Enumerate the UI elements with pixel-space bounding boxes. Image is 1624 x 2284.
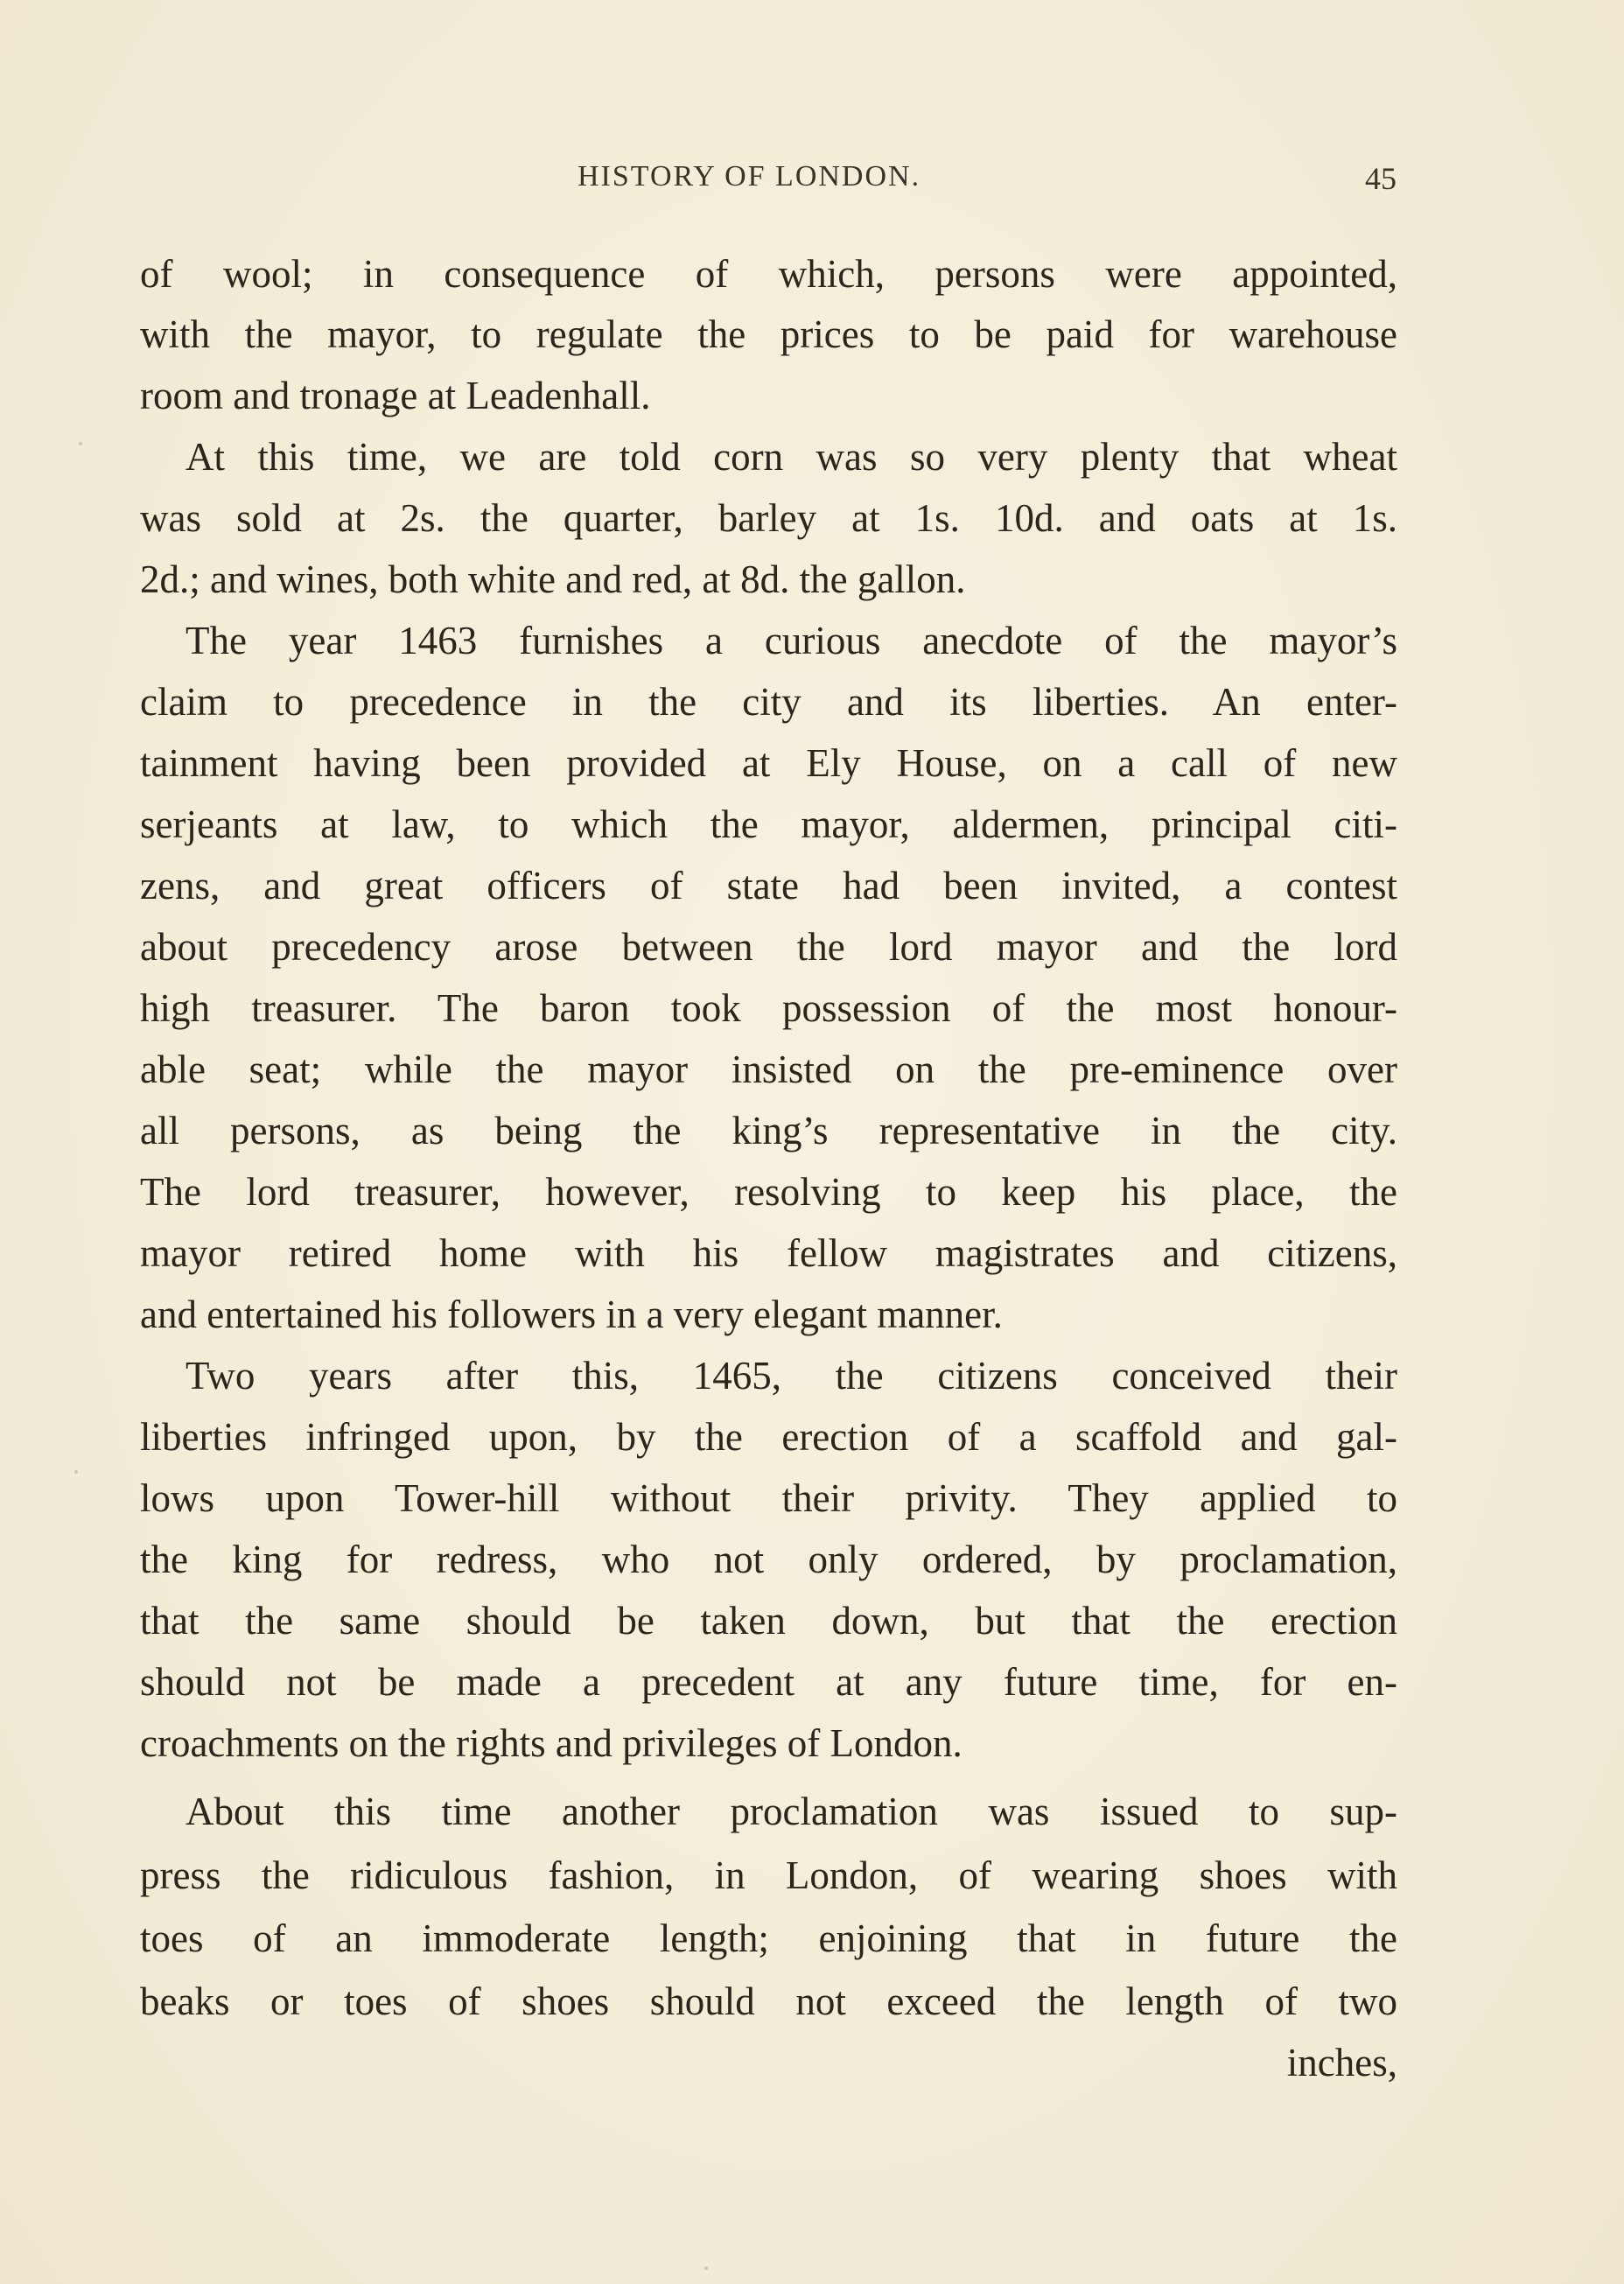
text-line: should not be made a precedent at any future time, for en- — [140, 1660, 1397, 1704]
text-line: tainment having been provided at Ely House, on a call of new — [140, 741, 1397, 785]
text-line: claim to precedence in the city and its liberties. An enter- — [140, 680, 1397, 724]
text-line: 2d.; and wines, both white and red, at 8d. the gallon. — [140, 557, 966, 601]
text-line: beaks or toes of shoes should not exceed the length of two — [140, 1979, 1397, 2023]
text-line: about precedency arose between the lord mayor and the lord — [140, 925, 1397, 969]
running-title: HISTORY OF LONDON. — [578, 160, 921, 193]
text-line: liberties infringed upon, by the erection of a scaffold and gal- — [140, 1415, 1397, 1459]
text-line: toes of an immoderate length; enjoining that in future the — [140, 1916, 1397, 1960]
text-line: of wool; in consequence of which, persons were appointed, — [140, 252, 1397, 296]
text-line: The year 1463 furnishes a curious anecdote of the mayor’s — [186, 619, 1397, 662]
text-line: press the ridiculous fashion, in London, of wearing shoes with — [140, 1853, 1397, 1897]
text-line: mayor retired home with his fellow magistrates and citizens, — [140, 1231, 1397, 1275]
text-line: able seat; while the mayor insisted on the pre-eminence over — [140, 1047, 1397, 1091]
text-line: croachments on the rights and privileges of London. — [140, 1721, 962, 1765]
text-line: room and tronage at Leadenhall. — [140, 374, 651, 417]
text-line: high treasurer. The baron took possession of the most honour- — [140, 986, 1397, 1030]
text-line: with the mayor, to regulate the prices to be paid for warehouse — [140, 312, 1397, 356]
paper-fleck — [704, 2266, 708, 2270]
text-line: all persons, as being the king’s representative in the city. — [140, 1109, 1397, 1153]
running-head — [0, 160, 1624, 204]
text-line: zens, and great officers of state had been invited, a contest — [140, 864, 1397, 907]
text-line: lows upon Tower-hill without their privity. They applied to — [140, 1476, 1397, 1520]
text-line: was sold at 2s. the quarter, barley at 1s. 10d. and oats at 1s. — [140, 496, 1397, 540]
text-line: the king for redress, who not only ordered, by proclamation, — [140, 1538, 1397, 1581]
text-line: About this time another proclamation was issued to sup- — [186, 1790, 1397, 1833]
paper-fleck — [79, 442, 82, 445]
text-line: At this time, we are told corn was so very plenty that wheat — [186, 435, 1397, 479]
text-line: serjeants at law, to which the mayor, aldermen, principal citi- — [140, 802, 1397, 846]
paper-fleck — [74, 1470, 78, 1474]
text-line: The lord treasurer, however, resolving to keep his place, the — [140, 1170, 1397, 1214]
catchword: inches, — [1286, 2041, 1397, 2084]
text-line: that the same should be taken down, but that the erection — [140, 1599, 1397, 1643]
text-line: and entertained his followers in a very elegant manner. — [140, 1293, 1003, 1336]
page-number: 45 — [1365, 161, 1396, 196]
text-line: Two years after this, 1465, the citizens conceived their — [186, 1354, 1397, 1398]
